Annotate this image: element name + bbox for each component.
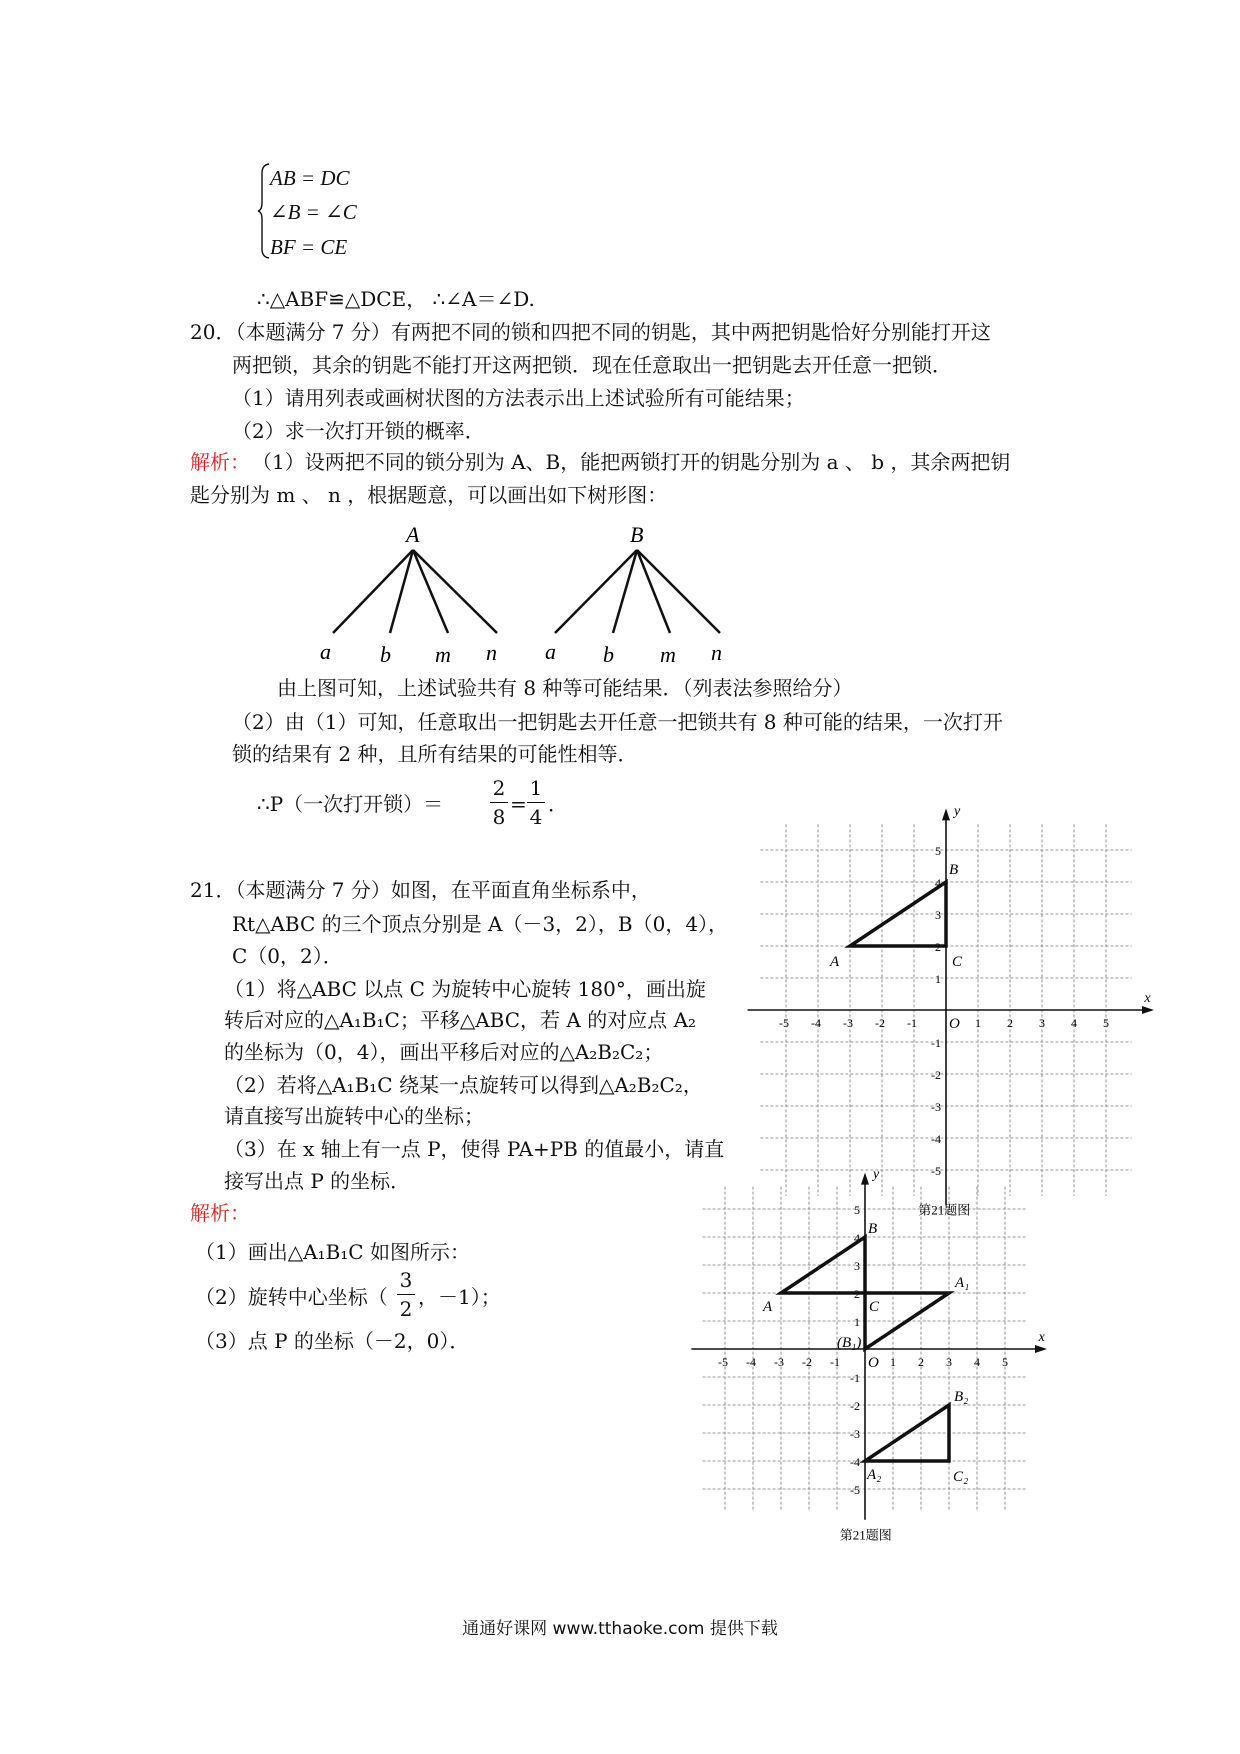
q21-line-6: 的坐标为（0，4），画出平移后对应的△A₂B₂C₂； xyxy=(224,1040,664,1064)
solution-label-20: 解析： xyxy=(190,450,250,474)
point-label-b: B xyxy=(949,862,959,878)
y-tick-label: -5 xyxy=(850,1483,860,1497)
fraction-denominator: 4 xyxy=(529,805,543,829)
x-tick-label: 1 xyxy=(890,1355,896,1369)
x-tick-label: 2 xyxy=(918,1355,924,1369)
fraction-numerator: 2 xyxy=(492,776,506,800)
tree-leaf: m xyxy=(435,642,451,667)
q21-line-8: 请直接写出旋转中心的坐标； xyxy=(224,1104,484,1128)
x-tick-label: 4 xyxy=(1071,1016,1077,1030)
y-tick-label: -3 xyxy=(850,1427,860,1441)
x-axis-label: x xyxy=(1144,991,1151,1006)
sol21-part-2-prefix: （2）旋转中心坐标（ xyxy=(195,1285,388,1309)
x-tick-label: 2 xyxy=(1007,1016,1013,1030)
y-tick-label: 2 xyxy=(935,940,941,954)
x-tick-label: -2 xyxy=(802,1355,812,1369)
tree-root-b: B xyxy=(630,522,644,547)
y-axis-label: y xyxy=(954,803,961,819)
x-tick-label: 4 xyxy=(974,1355,980,1369)
y-tick-label: -5 xyxy=(931,1164,941,1178)
tree-leaf: m xyxy=(660,642,676,667)
fraction-denominator: 8 xyxy=(492,805,506,829)
sol21-part-1: （1）画出△A₁B₁C 如图所示： xyxy=(195,1240,470,1264)
x-tick-label: 5 xyxy=(1103,1016,1109,1030)
q20-line-2: 两把锁，其余的钥匙不能打开这两把锁．现在任意取出一把钥匙去开任意一把锁． xyxy=(232,353,952,377)
y-tick-label: -4 xyxy=(931,1132,941,1146)
tree-leaf: n xyxy=(486,640,497,665)
x-tick-label: -2 xyxy=(875,1016,885,1030)
q21-line-5: 转后对应的△A₁B₁C；平移△ABC，若 A 的对应点 A₂ xyxy=(224,1008,697,1032)
fraction-numerator: 1 xyxy=(529,776,543,800)
x-tick-label: 5 xyxy=(1002,1355,1008,1369)
y-tick-label: 1 xyxy=(935,972,941,986)
y-tick-label: 2 xyxy=(854,1287,860,1301)
y-tick-label: 3 xyxy=(854,1259,860,1273)
tree-leaf: b xyxy=(380,642,391,667)
tree-leaf: a xyxy=(320,639,331,664)
sol21-part-2-suffix: ，－1）； xyxy=(418,1285,501,1309)
point-label-b2: B₂ xyxy=(954,1389,969,1405)
triangle-a2b2c2 xyxy=(865,1405,949,1461)
q21-line-3: C（0，2）． xyxy=(232,944,343,968)
tree-leaf: a xyxy=(545,639,556,664)
proof-eq-3: BF = CE xyxy=(270,235,348,259)
q21-line-9: （3）在 x 轴上有一点 P，使得 PA+PB 的值最小，请直 xyxy=(224,1137,725,1161)
fraction-denominator: 2 xyxy=(399,1297,413,1321)
equals-sign: = xyxy=(510,792,527,816)
origin-label: O xyxy=(949,1016,960,1032)
figure-caption: 第21题图 xyxy=(839,1527,892,1543)
x-axis-label: x xyxy=(1038,1330,1045,1345)
tree-root-a: A xyxy=(406,522,420,547)
y-tick-label: 3 xyxy=(935,908,941,922)
point-label-a2: A₂ xyxy=(867,1467,882,1483)
q21-line-10: 接写出点 P 的坐标． xyxy=(224,1169,411,1193)
y-tick-label: 4 xyxy=(854,1231,860,1245)
x-tick-label: -5 xyxy=(718,1355,728,1369)
q21-line-4: （1）将△ABC 以点 C 为旋转中心旋转 180°，画出旋 xyxy=(224,977,706,1001)
tree-a xyxy=(333,550,497,633)
fraction-3-2 xyxy=(397,1268,415,1321)
x-tick-label: -5 xyxy=(779,1016,789,1030)
sol20-summary: 由上图可知，上述试验共有 8 种等可能结果．（列表法参照给分） xyxy=(277,676,853,700)
proof-eq-1: AB = DC xyxy=(270,166,350,190)
left-brace xyxy=(257,163,271,259)
x-tick-label: -1 xyxy=(830,1355,840,1369)
coordinate-grid-top xyxy=(760,803,1151,1200)
point-label-a1: A₁ xyxy=(955,1275,970,1291)
point-label-a: A xyxy=(830,954,840,970)
x-tick-label: -3 xyxy=(843,1016,853,1030)
y-tick-label: 5 xyxy=(854,1203,860,1217)
probability-end: ． xyxy=(548,792,568,816)
sol20-line-1: （1）设两把不同的锁分别为 A、B，能把两锁打开的钥匙分别为 a 、 b ，其余两把钥 xyxy=(252,450,1011,474)
q21-line-7: （2）若将△A₁B₁C 绕某一点旋转可以得到△A₂B₂C₂， xyxy=(224,1073,703,1097)
y-tick-label: -2 xyxy=(850,1399,860,1413)
point-label-b: B xyxy=(868,1221,878,1237)
q20-line-1: 20．（本题满分 7 分）有两把不同的锁和四把不同的钥匙，其中两把钥匙恰好分别能打开这 xyxy=(190,320,991,344)
figure-caption: 第21题图 xyxy=(918,1202,971,1218)
x-tick-label: -4 xyxy=(811,1016,821,1030)
coordinate-grid-bottom xyxy=(700,1167,1050,1543)
x-tick-label: -3 xyxy=(774,1355,784,1369)
origin-label: O xyxy=(868,1355,879,1371)
proof-eq-2: ∠B = ∠C xyxy=(270,200,357,224)
sol21-part-3: （3）点 P 的坐标（－2，0）． xyxy=(195,1329,470,1353)
y-tick-label: 5 xyxy=(935,844,941,858)
q21-line-2: Rt△ABC 的三个顶点分别是 A（－3，2），B（0，4）， xyxy=(232,912,729,936)
sol20-line-2: 匙分别为 m 、 n ，根据题意，可以画出如下树形图： xyxy=(190,483,668,507)
y-tick-label: 1 xyxy=(854,1315,860,1329)
tree-leaf: b xyxy=(603,642,614,667)
x-tick-label: -4 xyxy=(746,1355,756,1369)
y-tick-label: -3 xyxy=(931,1100,941,1114)
sol20-part2-line-2: 锁的结果有 2 种，且所有结果的可能性相等． xyxy=(232,742,638,766)
fraction-1-4 xyxy=(527,776,545,829)
proof-conclusion: ∴△ABF≌△DCE， ∴∠A＝∠D. xyxy=(257,287,535,311)
point-label-c: C xyxy=(952,954,963,970)
sol20-part2-line-1: （2）由（1）可知，任意取出一把钥匙去开任意一把锁共有 8 种可能的结果，一次打开 xyxy=(232,710,1003,734)
y-tick-label: 4 xyxy=(935,876,941,890)
x-axis-arrow-icon xyxy=(1142,1006,1154,1014)
x-tick-label: 3 xyxy=(1039,1016,1045,1030)
y-tick-label: -1 xyxy=(931,1036,941,1050)
footer: 通通好课网 www.tthaoke.com 提供下载 xyxy=(462,1619,778,1639)
x-tick-label: 3 xyxy=(946,1355,952,1369)
tree-b xyxy=(555,550,720,633)
y-axis-label: y xyxy=(873,1167,880,1183)
point-label-c2: C₂ xyxy=(953,1469,969,1485)
x-tick-label: 1 xyxy=(975,1016,981,1030)
point-label-b1: (B₁) xyxy=(837,1335,862,1351)
fraction-numerator: 3 xyxy=(399,1268,413,1292)
point-label-c: C xyxy=(869,1299,880,1315)
point-label-a: A xyxy=(763,1299,773,1315)
x-tick-label: -1 xyxy=(907,1016,917,1030)
y-axis-arrow-icon xyxy=(942,808,950,820)
fraction-2-8 xyxy=(490,776,508,829)
y-tick-label: -1 xyxy=(850,1371,860,1385)
y-tick-label: -4 xyxy=(850,1455,860,1469)
solution-label-21: 解析： xyxy=(190,1201,250,1225)
y-tick-label: -2 xyxy=(931,1068,941,1082)
q21-line-1: 21．（本题满分 7 分）如图，在平面直角坐标系中， xyxy=(190,878,651,902)
probability-prefix: ∴P（一次打开锁）＝ xyxy=(257,792,444,816)
q20-part-2: （2）求一次打开锁的概率． xyxy=(232,419,485,443)
x-axis-arrow-icon xyxy=(1035,1345,1047,1353)
tree-leaf: n xyxy=(711,640,722,665)
q20-part-1: （1）请用列表或画树状图的方法表示出上述试验所有可能结果； xyxy=(232,386,805,410)
tree-diagram xyxy=(300,520,760,670)
